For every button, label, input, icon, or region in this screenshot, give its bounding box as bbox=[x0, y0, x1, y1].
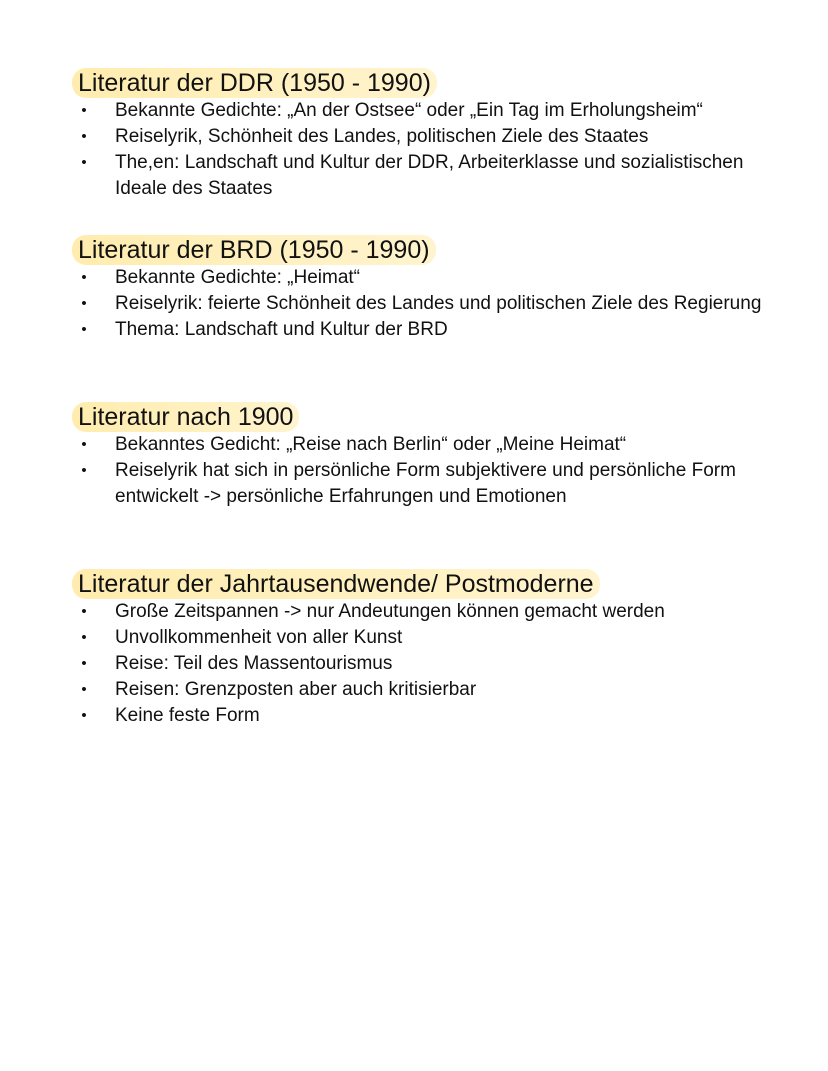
section-nach-1900 bbox=[72, 402, 772, 510]
bullet-icon: • bbox=[81, 295, 87, 312]
list-item bbox=[72, 317, 772, 343]
bullet-icon: • bbox=[81, 102, 87, 119]
list-item-text: Reise: Teil des Massentourismus bbox=[115, 653, 393, 674]
list-item bbox=[72, 599, 772, 625]
bullet-icon: • bbox=[81, 629, 87, 646]
list-item-text: The,en: Landschaft und Kultur der DDR, Arbeiterklasse und sozialistischen Ideale des Staates bbox=[115, 152, 744, 199]
bullet-icon: • bbox=[81, 154, 87, 171]
section-ddr bbox=[72, 68, 772, 202]
bullet-icon: • bbox=[81, 707, 87, 724]
section-brd bbox=[72, 235, 772, 343]
list-item-text: Große Zeitspannen -> nur Andeutungen können gemacht werden bbox=[115, 601, 665, 622]
list-item-text: Reiselyrik: feierte Schönheit des Landes und politischen Ziele des Regierung bbox=[115, 293, 762, 314]
bullet-list bbox=[72, 432, 772, 510]
list-item-text: Reiselyrik, Schönheit des Landes, politischen Ziele des Staates bbox=[115, 126, 649, 147]
bullet-icon: • bbox=[81, 436, 87, 453]
bullet-icon: • bbox=[81, 321, 87, 338]
list-item-text: Reiselyrik hat sich in persönliche Form subjektivere und persönliche Form entwickelt -> persönliche Erfahrungen und Emotionen bbox=[115, 460, 736, 507]
list-item bbox=[72, 124, 772, 150]
list-item bbox=[72, 150, 772, 202]
bullet-list bbox=[72, 98, 772, 202]
bullet-icon: • bbox=[81, 462, 87, 479]
list-item-text: Bekannte Gedichte: „An der Ostsee“ oder „Ein Tag im Erholungsheim“ bbox=[115, 100, 703, 121]
list-item-text: Bekanntes Gedicht: „Reise nach Berlin“ oder „Meine Heimat“ bbox=[115, 434, 627, 455]
bullet-icon: • bbox=[81, 681, 87, 698]
list-item bbox=[72, 677, 772, 703]
list-item bbox=[72, 625, 772, 651]
section-heading: Literatur der Jahrtausendwende/ Postmoderne bbox=[72, 569, 600, 599]
list-item bbox=[72, 703, 772, 729]
bullet-icon: • bbox=[81, 603, 87, 620]
list-item-text: Reisen: Grenzposten aber auch kritisierbar bbox=[115, 679, 477, 700]
list-item bbox=[72, 291, 772, 317]
section-postmoderne bbox=[72, 569, 772, 729]
list-item-text: Keine feste Form bbox=[115, 705, 260, 726]
list-item bbox=[72, 432, 772, 458]
bullet-list bbox=[72, 265, 772, 343]
list-item bbox=[72, 458, 772, 510]
list-item bbox=[72, 651, 772, 677]
section-heading: Literatur nach 1900 bbox=[72, 402, 299, 432]
list-item bbox=[72, 265, 772, 291]
bullet-icon: • bbox=[81, 655, 87, 672]
list-item-text: Thema: Landschaft und Kultur der BRD bbox=[115, 319, 448, 340]
list-item bbox=[72, 98, 772, 124]
list-item-text: Bekannte Gedichte: „Heimat“ bbox=[115, 267, 361, 288]
section-heading: Literatur der DDR (1950 - 1990) bbox=[72, 68, 437, 98]
bullet-icon: • bbox=[81, 269, 87, 286]
list-item-text: Unvollkommenheit von aller Kunst bbox=[115, 627, 403, 648]
bullet-list bbox=[72, 599, 772, 729]
bullet-icon: • bbox=[81, 128, 87, 145]
section-heading: Literatur der BRD (1950 - 1990) bbox=[72, 235, 436, 265]
